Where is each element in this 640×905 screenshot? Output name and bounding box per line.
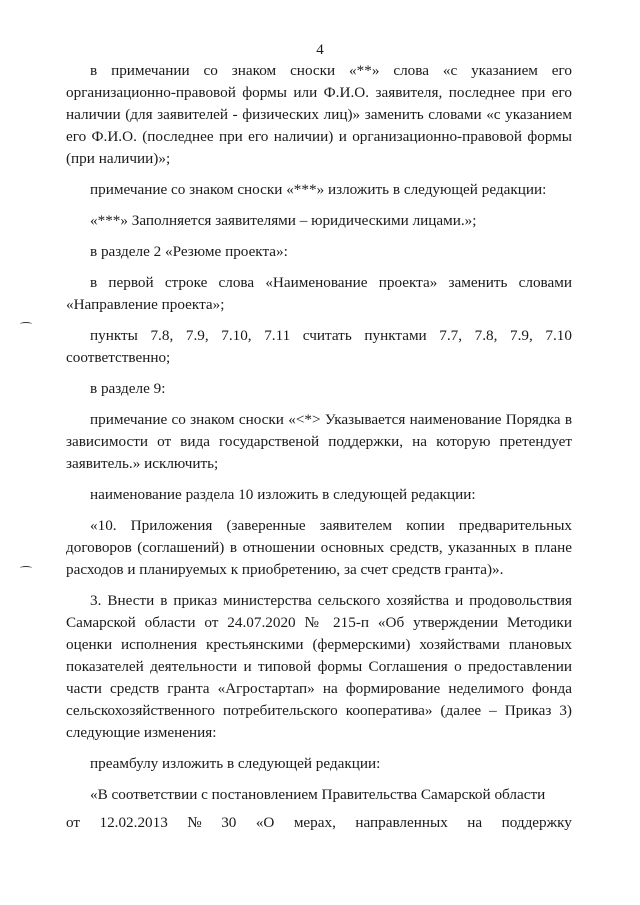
word: направленных: [355, 814, 448, 831]
word: мерах,: [293, 814, 336, 831]
paragraph: «10. Приложения (заверенные заявителем копии предварительных договоров (соглашений) в отношении основных средств, указанных в плане расходов и планируемых к приобретению, за счет средств гранта)».: [66, 517, 572, 578]
word: на: [467, 814, 483, 831]
paragraph: в примечании со знаком сноски «**» слова «с указанием его организационно-правовой формы или Ф.И.О. заявителя, последнее при его наличии (для заявителей - физических лиц)» заменить словами «с указанием его Ф.И.О. (последнее при его наличии) и организационно-правовой формы (при наличии)»;: [66, 62, 572, 167]
paragraph: «***» Заполняется заявителями – юридическими лицами.»;: [90, 212, 477, 229]
word: «О: [255, 814, 275, 831]
document-body: [66, 60, 572, 834]
word: №: [187, 814, 202, 831]
paragraph: пункты 7.8, 7.9, 7.10, 7.11 считать пунктами 7.7, 7.8, 7.9, 7.10 соответственно;: [66, 327, 572, 366]
paragraph: наименование раздела 10 изложить в следующей редакции:: [90, 486, 476, 503]
paragraph-continuation: [66, 812, 572, 834]
paragraph: «В соответствии с постановлением Правительства Самарской области: [90, 786, 546, 803]
word: поддержку: [501, 814, 572, 831]
paragraph: преамбулу изложить в следующей редакции:: [90, 755, 381, 772]
word: 30: [221, 814, 237, 831]
paragraph: примечание со знаком сноски «***» изложить в следующей редакции:: [90, 181, 547, 198]
paragraph: в разделе 2 «Резюме проекта»:: [90, 243, 288, 260]
page-number: 4: [316, 42, 324, 58]
word: 12.02.2013: [99, 814, 168, 831]
paragraph: в разделе 9:: [90, 380, 166, 397]
paragraph: 3. Внести в приказ министерства сельского хозяйства и продовольствия Самарской области от 24.07.2020 № 215-п «Об утверждении Методики оценки исполнения крестьянскими (фермерскими) хозяйствами плановых показателей деятельности и типовой формы Соглашения о предоставлении части средств гранта «Агростартап» на формирование неделимого фонда сельскохозяйственного потребительского кооператива» (далее – Приказ 3) следующие изменения:: [66, 592, 572, 741]
binding-mark: [20, 322, 32, 326]
word: от: [66, 814, 81, 831]
paragraph: примечание со знаком сноски «<*> Указывается наименование Порядка в зависимости от вида государственой поддержки, на которую претендует заявитель.» исключить;: [66, 411, 572, 472]
paragraph: в первой строке слова «Наименование проекта» заменить словами «Направление проекта»;: [66, 274, 572, 313]
binding-mark: [20, 566, 32, 570]
